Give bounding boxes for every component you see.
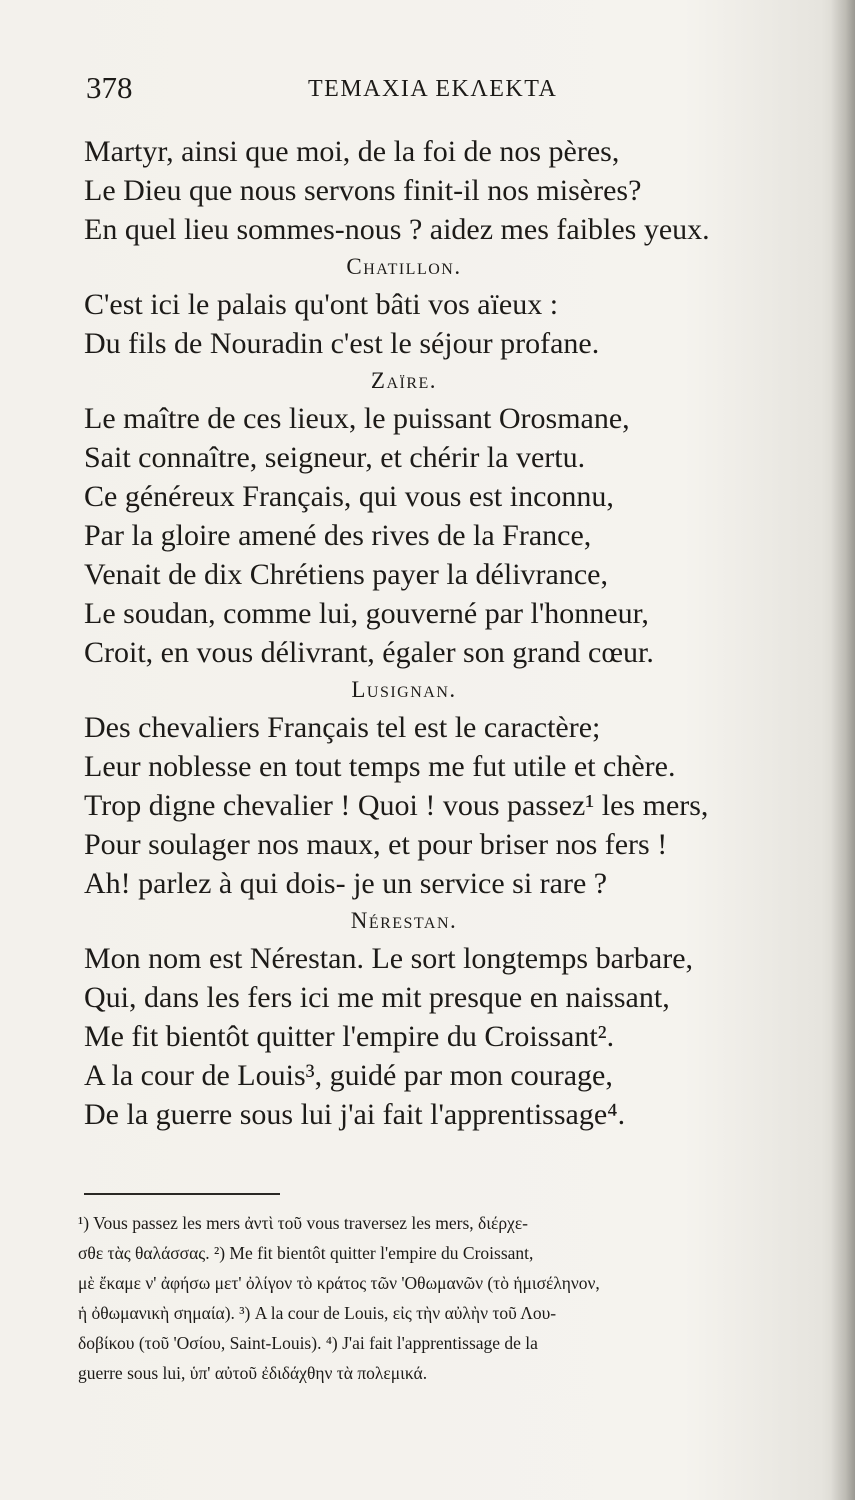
verse-line: Trop digne chevalier ! Quoi ! vous passez¹ les mers, [84, 789, 709, 822]
verse-line: C'est ici le palais qu'ont bâti vos aïeux : [84, 288, 559, 321]
verse-line: Leur noblesse en tout temps me fut utile et chère. [84, 750, 676, 783]
verse-line: Ah! parlez à qui dois- je un service si rare ? [84, 867, 608, 900]
footnote-line: σθε τὰς θαλάσσας. ²) Me fit bientôt quitter l'empire du Croissant, [78, 1243, 534, 1263]
verse-line: Le soudan, comme lui, gouverné par l'honneur, [84, 597, 649, 630]
speaker-name: Chatillon. [346, 254, 462, 279]
verse-line: Qui, dans les fers ici me mit presque en naissant, [84, 981, 670, 1014]
verse-line: Du fils de Nouradin c'est le séjour profane. [84, 327, 600, 360]
page-number: 378 [86, 70, 133, 105]
footnote-line: μὲ ἔκαμε ν' ἀφήσω μετ' ὀλίγον τὸ κράτος τῶν 'Οθωμανῶν (τὸ ἡμισέληνον, [78, 1273, 600, 1293]
verse-line: Martyr, ainsi que moi, de la foi de nos pères, [84, 135, 620, 168]
verse-line: Des chevaliers Français tel est le caractère; [84, 711, 601, 744]
footnote-line: ¹) Vous passez les mers ἀντὶ τοῦ vous traversez les mers, διέρχε- [78, 1213, 528, 1233]
verse-line: Mon nom est Nérestan. Le sort longtemps barbare, [84, 942, 694, 975]
verse-line: Pour soulager nos maux, et pour briser nos fers ! [84, 828, 668, 861]
page-gutter-shadow [831, 0, 855, 1500]
footnote-divider [84, 1193, 280, 1195]
dialogue-text [84, 132, 804, 1134]
verse-line: De la guerre sous lui j'ai fait l'apprentissage⁴. [84, 1098, 626, 1131]
verse-line: A la cour de Louis³, guidé par mon courage, [84, 1059, 613, 1092]
verse-line: En quel lieu sommes-nous ? aidez mes faibles yeux. [84, 213, 710, 246]
verse-line: Le maître de ces lieux, le puissant Orosmane, [84, 402, 630, 435]
verse-line: Me fit bientôt quitter l'empire du Croissant². [84, 1020, 615, 1053]
speaker-name: Lusignan. [351, 677, 457, 702]
verse-line: Le Dieu que nous servons finit-il nos misères? [84, 174, 642, 207]
verse-line: Sait connaître, seigneur, et chérir la vertu. [84, 441, 586, 474]
page-header [86, 70, 786, 110]
speaker-name: Nérestan. [350, 908, 458, 933]
verse-line: Croit, en vous délivrant, égaler son grand cœur. [84, 636, 654, 669]
footnote-line: guerre sous lui, ὑπ' αὐτοῦ ἐδιδάχθην τὰ πολεμικά. [78, 1363, 428, 1383]
verse-line: Venait de dix Chrétiens payer la délivrance, [84, 558, 608, 591]
footnotes [78, 1208, 800, 1388]
footnote-line: ἡ ὀθωμανικὴ σημαία). ³) A la cour de Louis, εἰς τὴν αὐλὴν τοῦ Λου- [78, 1303, 557, 1323]
verse-line: Ce généreux Français, qui vous est inconnu, [84, 480, 614, 513]
running-title: TEMAXIA EKΛEKTA [308, 76, 558, 102]
footnote-line: δοβίκου (τοῦ 'Οσίου, Saint-Louis). ⁴) J'ai fait l'apprentissage de la [78, 1333, 538, 1353]
verse-line: Par la gloire amené des rives de la France, [84, 519, 592, 552]
speaker-name: Zaïre. [370, 368, 438, 393]
